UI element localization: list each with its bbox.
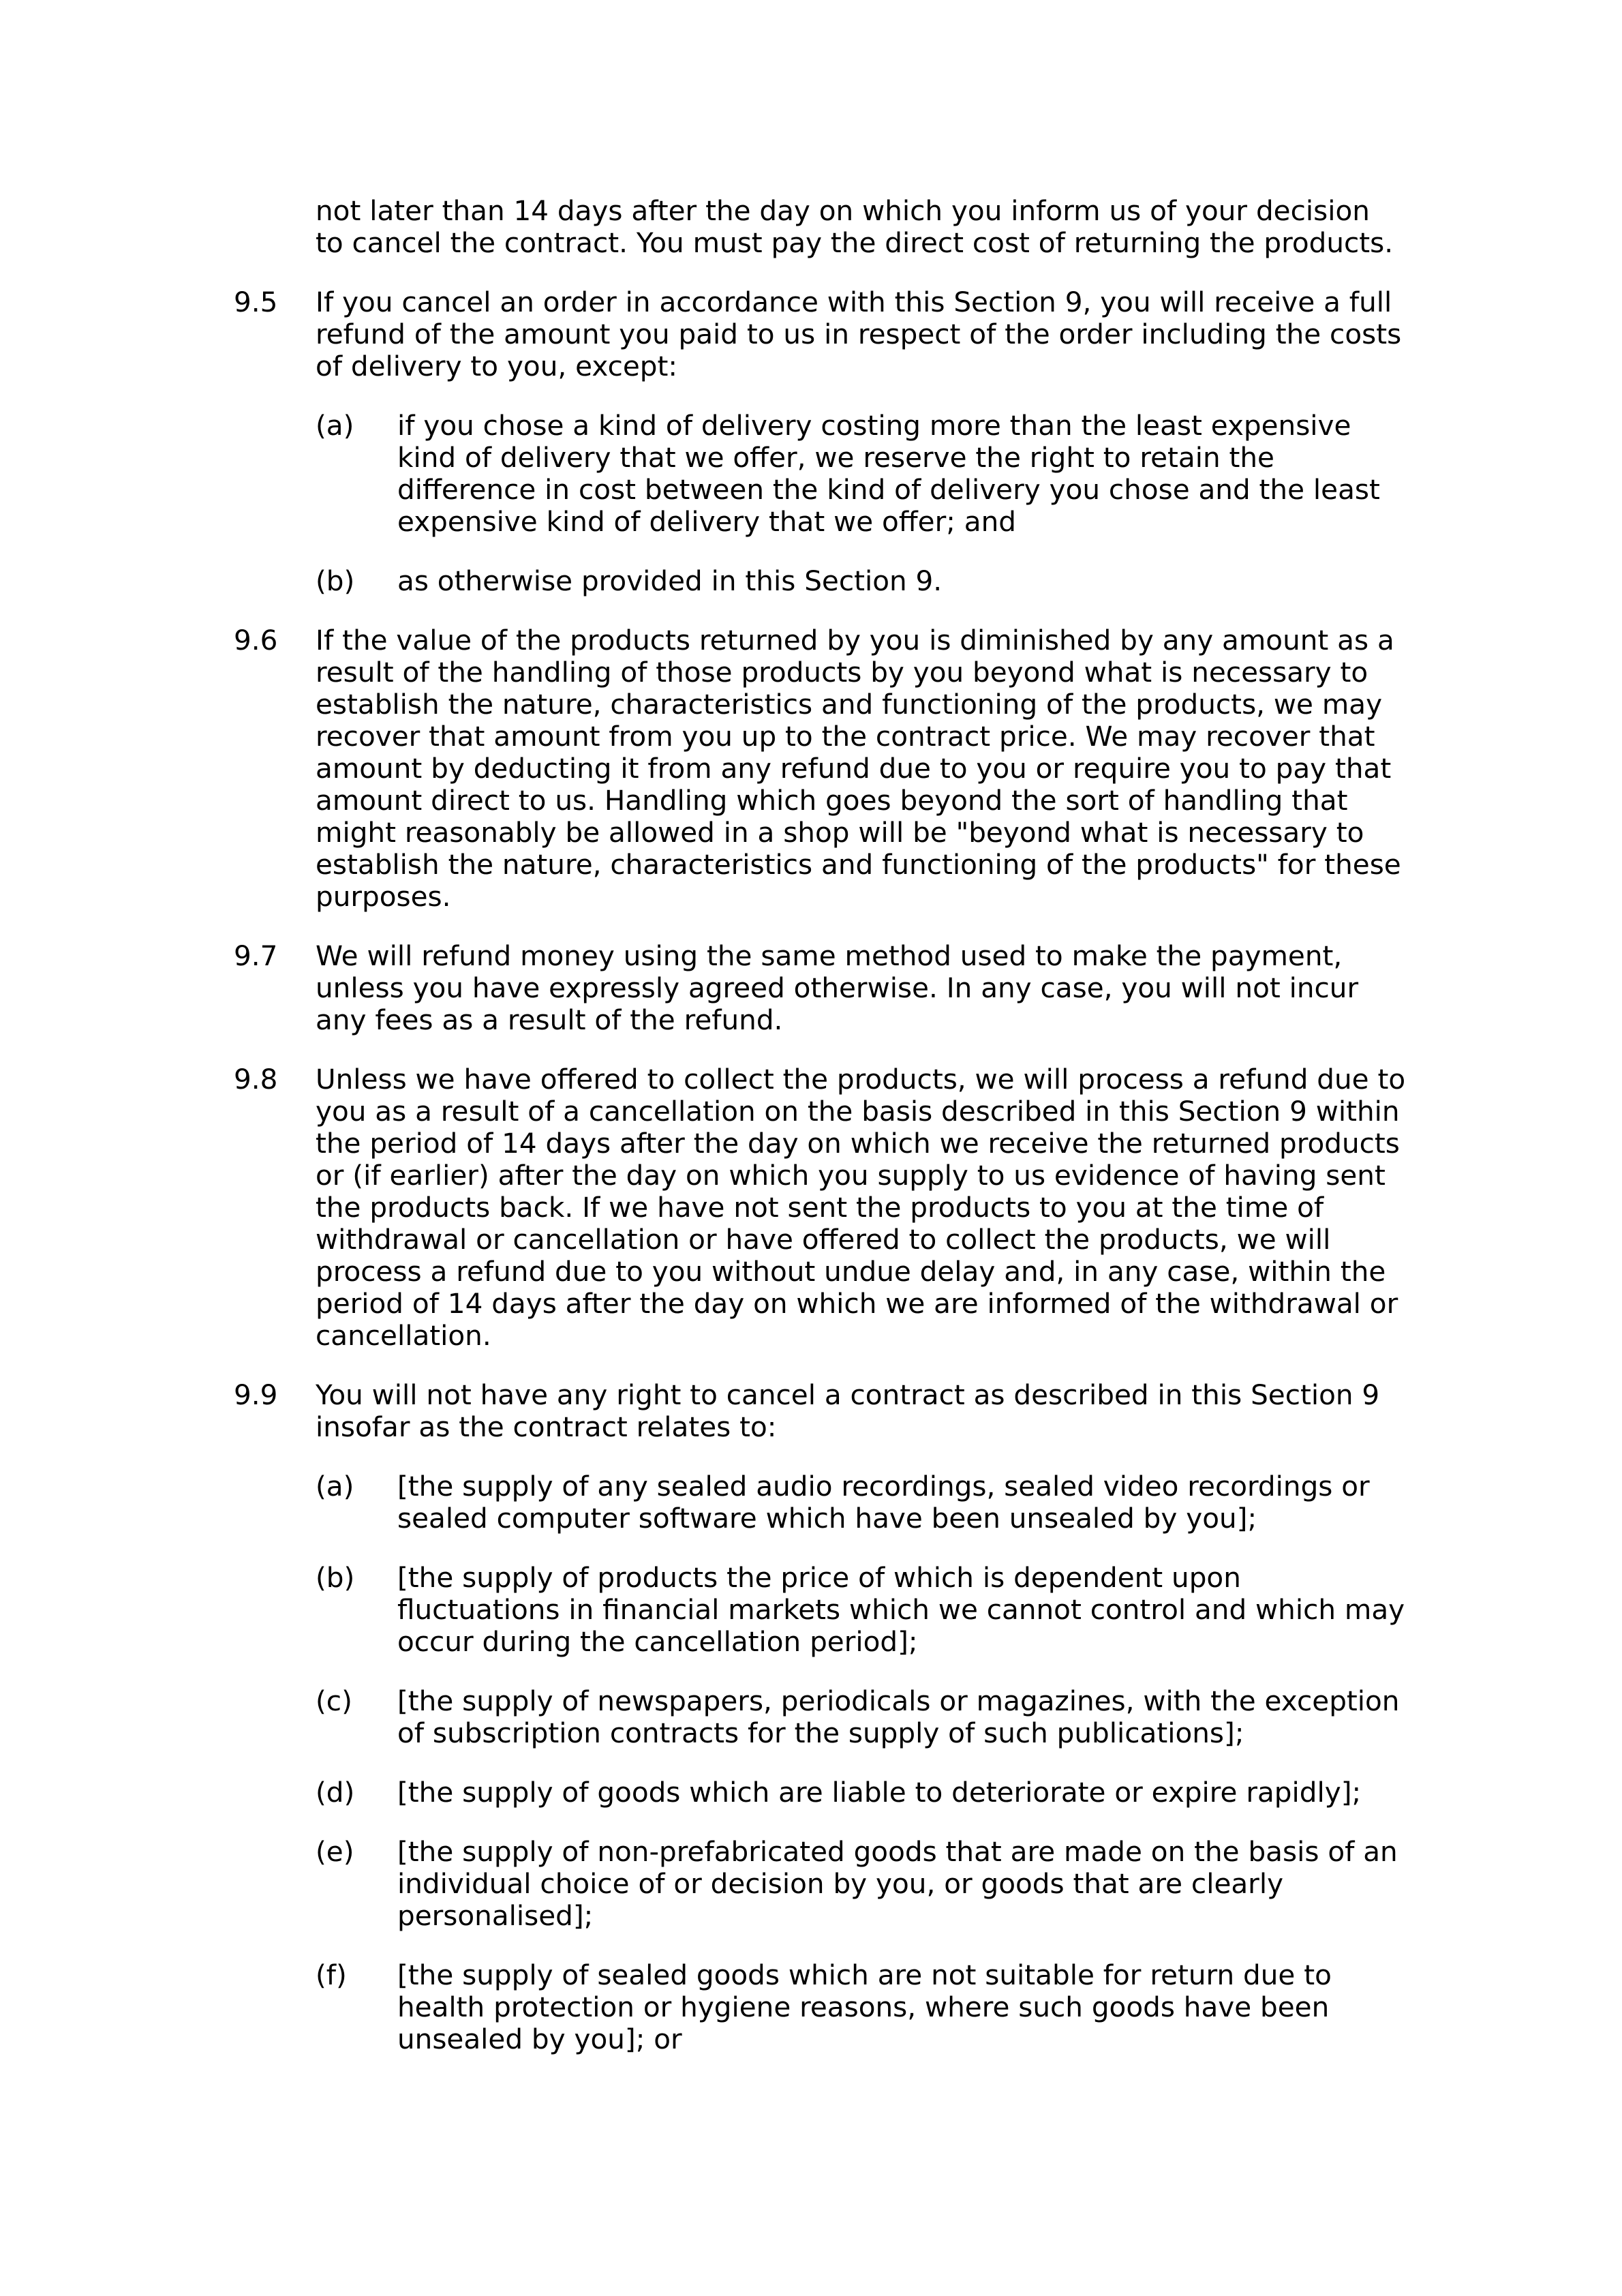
item-label: (c) (316, 1685, 352, 1717)
paragraph-text: not later than 14 days after the day on which you inform us of your decision to cancel the contract. You must pay the direct cost of returning the products. (316, 194, 1394, 259)
clause-9-9 (234, 1379, 1406, 1443)
clause-9-9-item-d (234, 1777, 1406, 1809)
item-text: [the supply of goods which are liable to deteriorate or expire rapidly]; (397, 1776, 1362, 1809)
item-label: (b) (316, 1561, 355, 1594)
item-label: (b) (316, 564, 355, 597)
document-body (234, 195, 1406, 2083)
item-label: (f) (316, 1959, 347, 1991)
clause-9-8 (234, 1063, 1406, 1352)
item-text: [the supply of newspapers, periodicals or magazines, with the exception of subscription contracts for the supply of such publications]; (397, 1685, 1400, 1749)
clause-text: If the value of the products returned by you is diminished by any amount as a result of the handling of those products by you beyond what is necessary to establish the nature, characteristics and functioning of the products, we may recover that amount from you up to the contract price. We may recover that amount by deducting it from any refund due to you or require you to pay that amount direct to us. Handling which goes beyond the sort of handling that might reasonably be allowed in a shop will be "beyond what is necessary to establish the nature, characteristics and functioning of the products" for these purposes. (316, 624, 1401, 913)
clause-text: Unless we have offered to collect the products, we will process a refund due to you as a result of a cancellation on the basis described in this Section 9 within the period of 14 days after the day on which we receive the returned products or (if earlier) after the day on which you supply to us evidence of having sent the products back. If we have not sent the products to you at the time of withdrawal or cancellation or have offered to collect the products, we will process a refund due to you without undue delay and, in any case, within the period of 14 days after the day on which we are informed of the withdrawal or cancellation. (316, 1063, 1406, 1352)
clause-text: If you cancel an order in accordance with this Section 9, you will receive a full refund of the amount you paid to us in respect of the order including the costs of delivery to you, except: (316, 286, 1402, 382)
item-text: if you chose a kind of delivery costing more than the least expensive kind of delivery that we offer, we reserve the right to retain the difference in cost between the kind of delivery you chose and the least expensive kind of delivery that we offer; and (397, 409, 1380, 538)
item-text: [the supply of non-prefabricated goods that are made on the basis of an individual choice of or decision by you, or goods that are clearly personalised]; (397, 1835, 1398, 1932)
item-label: (d) (316, 1776, 355, 1809)
clause-9-9-item-a (234, 1470, 1406, 1535)
clause-text: You will not have any right to cancel a contract as described in this Section 9 insofar as the contract relates to: (316, 1378, 1380, 1443)
clause-number: 9.7 (234, 939, 278, 972)
item-label: (a) (316, 409, 354, 442)
item-text: [the supply of products the price of which is dependent upon fluctuations in financial markets which we cannot control and which may occur during the cancellation period]; (397, 1561, 1405, 1658)
clause-number: 9.5 (234, 286, 278, 318)
continuation-paragraph (234, 195, 1406, 259)
clause-number: 9.9 (234, 1378, 278, 1411)
clause-number: 9.8 (234, 1063, 278, 1096)
clause-number: 9.6 (234, 624, 278, 656)
item-text: [the supply of any sealed audio recordings, sealed video recordings or sealed computer software which have been unsealed by you]; (397, 1470, 1370, 1535)
clause-9-7 (234, 940, 1406, 1036)
clause-9-9-item-e (234, 1836, 1406, 1932)
clause-text: We will refund money using the same method used to make the payment, unless you have expressly agreed otherwise. In any case, you will not incur any fees as a result of the refund. (316, 939, 1359, 1036)
clause-9-5 (234, 286, 1406, 382)
item-text: [the supply of sealed goods which are not suitable for return due to health protection or hygiene reasons, where such goods have been unsealed by you]; or (397, 1959, 1332, 2055)
clause-9-5-item-b (234, 565, 1406, 597)
clause-9-9-item-c (234, 1685, 1406, 1749)
clause-9-9-item-f (234, 1959, 1406, 2055)
clause-9-9-item-b (234, 1562, 1406, 1658)
item-label: (a) (316, 1470, 354, 1502)
item-label: (e) (316, 1835, 354, 1868)
item-text: as otherwise provided in this Section 9. (397, 564, 943, 597)
clause-9-5-item-a (234, 410, 1406, 538)
clause-9-6 (234, 624, 1406, 913)
